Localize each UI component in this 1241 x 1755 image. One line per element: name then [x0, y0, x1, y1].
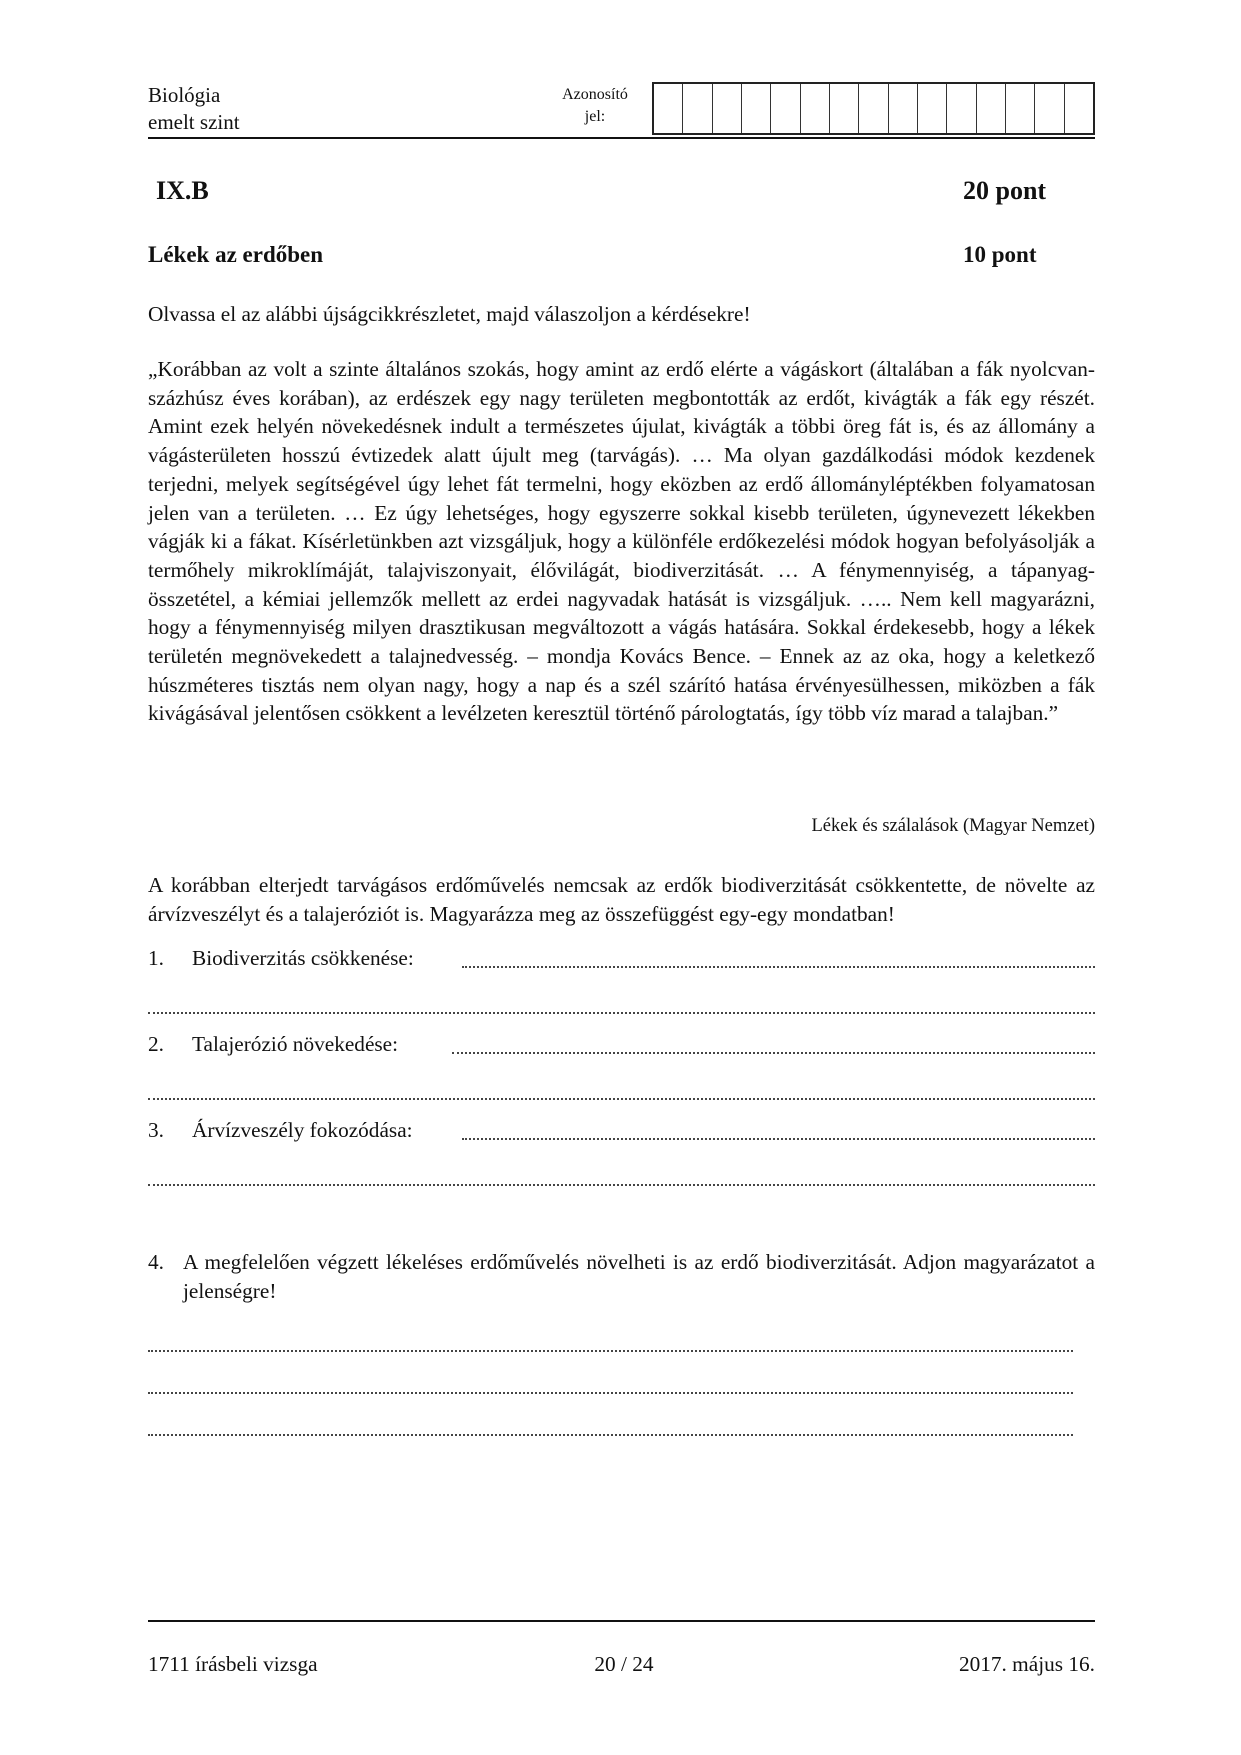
subtask-points: 10 pont: [963, 242, 1037, 267]
page-number: 20 / 24: [594, 1652, 654, 1676]
answer-2-line-b[interactable]: [148, 1098, 1095, 1100]
id-code-box[interactable]: [1065, 84, 1093, 133]
answer-4-line-c[interactable]: [148, 1434, 1073, 1436]
article-source: Lékek és szálalások (Magyar Nemzet): [811, 816, 1095, 836]
question-4-number: 4.: [148, 1250, 164, 1274]
answer-1-line-b[interactable]: [148, 1012, 1095, 1014]
instruction-text: Olvassa el az alábbi újságcikkrészletet, majd válaszoljon a kérdésekre!: [148, 302, 751, 326]
id-code-box[interactable]: [771, 84, 800, 133]
answer-label: Árvízveszély fokozódása:: [192, 1118, 413, 1142]
id-code-box[interactable]: [654, 84, 683, 133]
subject-level: emelt szint: [148, 110, 240, 134]
id-code-box[interactable]: [713, 84, 742, 133]
answer-number: 3.: [148, 1118, 164, 1142]
id-label: [555, 84, 635, 128]
answer-4-line-a[interactable]: [148, 1350, 1073, 1352]
id-code-box[interactable]: [859, 84, 888, 133]
task-points: 20 pont: [963, 176, 1047, 205]
footer-rule: [148, 1620, 1095, 1622]
task-id: IX.B: [156, 176, 209, 205]
id-code-box[interactable]: [918, 84, 947, 133]
answer-3-line-a[interactable]: [462, 1138, 1095, 1140]
id-label-line1: Azonosító: [562, 86, 628, 103]
id-code-boxes[interactable]: [652, 82, 1095, 135]
id-code-box[interactable]: [1006, 84, 1035, 133]
subject-header: [148, 82, 240, 136]
answer-2-line-a[interactable]: [452, 1052, 1095, 1054]
header-rule: [148, 137, 1095, 139]
question-text: A korábban elterjedt tarvágásos erdőművelés nemcsak az erdők biodiverzitását csökkentette, de növelte az árvízveszélyt és a talajeróziót is. Magyarázza meg az összefüggést egy-egy mondatban!: [148, 873, 1095, 926]
id-code-box[interactable]: [889, 84, 918, 133]
question-4-text: A megfelelően végzett lékeléses erdőművelés növelheti is az erdő biodiverzitását. Adjon magyarázatot a jelenségre!: [183, 1250, 1095, 1303]
subtask-title: Lékek az erdőben: [148, 242, 324, 267]
exam-code: 1711 írásbeli vizsga: [148, 1652, 318, 1676]
answer-label: Biodiverzitás csökkenése:: [192, 946, 414, 970]
answer-label: Talajerózió növekedése:: [192, 1032, 399, 1056]
id-code-box[interactable]: [683, 84, 712, 133]
answer-number: 1.: [148, 946, 164, 970]
id-code-box[interactable]: [1035, 84, 1064, 133]
id-code-box[interactable]: [830, 84, 859, 133]
answer-number: 2.: [148, 1032, 164, 1056]
article-excerpt: „Korábban az volt a szinte általános szokás, hogy amint az erdő elérte a vágáskort (általában a fák nyolcvan-százhúsz éves korában), az erdészek egy nagy területen megbontották az erdőt, kivágták a fák egy részét. Amint ezek helyén növekedésnek indult a természetes újulat, kivágták a többi öreg fát is, és az állomány a vágásterületen hosszú évtizedek alatt újult meg (tarvágás). … Ma olyan gazdálkodási módok kezdenek terjedni, melyek segítségével úgy lehet fát termelni, hogy eközben az erdő állományléptékben folyamatosan jelen van a területen. … Ez úgy lehetséges, hogy egyszerre sokkal kisebb területen, úgynevezett lékekben vágják ki a fákat. Kísérletünkben azt vizsgáljuk, hogy a különféle erdőkezelési módok hogyan befolyásolják a termőhely mikroklímáját, talajviszonyait, élővilágát, biodiverzitását. … A fénymennyiség, a tápanyag-összetétel, a kémiai jellemzők mellett az erdei nagyvadak hatását is vizsgáljuk. ….. Nem kell magyarázni, hogy a fénymennyiség milyen drasztikusan megváltozott a vágás hatására. Sokkal érdekesebb, hogy a lékek területén megnövekedett a talajnedvesség. – mondja Kovács Bence. – Ennek az az oka, hogy a keletkező húszméteres tisztás nem olyan nagy, hogy a nap és a szél szárító hatása érvényesülhessen, miközben a fák kivágásával jelentősen csökkent a levélzeten keresztül történő párologtatás, így több víz marad a talajban.”: [148, 357, 1095, 726]
answer-1-line-a[interactable]: [462, 966, 1095, 968]
answer-4-line-b[interactable]: [148, 1392, 1073, 1394]
exam-date: 2017. május 16.: [958, 1652, 1095, 1676]
id-code-box[interactable]: [977, 84, 1006, 133]
question-4: [148, 1248, 1095, 1305]
id-code-box[interactable]: [801, 84, 830, 133]
id-code-box[interactable]: [742, 84, 771, 133]
answer-3-line-b[interactable]: [148, 1184, 1095, 1186]
id-code-box[interactable]: [947, 84, 976, 133]
subject-name: Biológia: [148, 83, 221, 107]
id-label-line2: jel:: [584, 108, 606, 125]
